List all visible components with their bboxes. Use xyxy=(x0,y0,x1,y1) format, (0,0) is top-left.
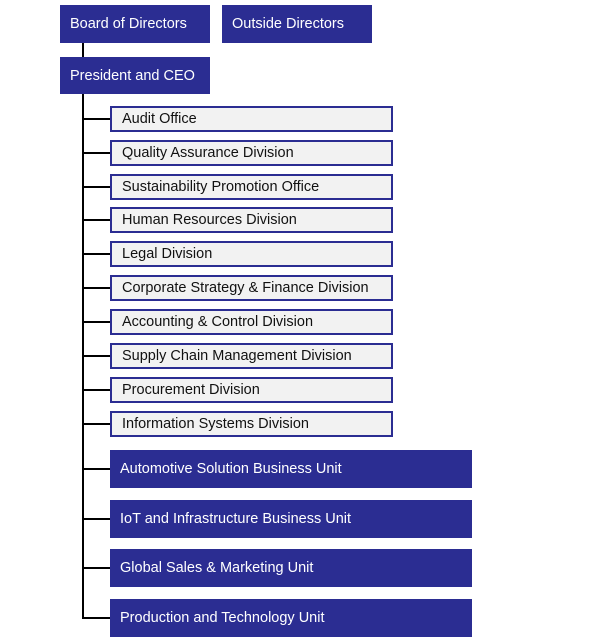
office-label: Accounting & Control Division xyxy=(122,314,314,330)
outside-directors-box xyxy=(222,5,372,43)
board-of-directors-box xyxy=(60,5,210,43)
branch-connector xyxy=(82,219,110,221)
office-label: Human Resources Division xyxy=(122,212,297,228)
office-box xyxy=(110,140,393,166)
office-box xyxy=(110,343,393,369)
office-box xyxy=(110,275,393,301)
branch-connector xyxy=(82,287,110,289)
branch-connector xyxy=(82,617,110,619)
business-unit-box xyxy=(110,599,472,637)
office-box xyxy=(110,377,393,403)
board-of-directors-label: Board of Directors xyxy=(70,16,187,32)
branch-connector xyxy=(82,468,110,470)
president-ceo-label: President and CEO xyxy=(70,67,195,84)
branch-connector xyxy=(82,152,110,154)
office-box xyxy=(110,309,393,335)
office-label: Legal Division xyxy=(122,246,213,262)
office-label: Corporate Strategy & Finance Division xyxy=(122,280,369,296)
office-box xyxy=(110,241,393,267)
branch-connector xyxy=(82,355,110,357)
office-label: Supply Chain Management Division xyxy=(122,348,352,364)
office-box xyxy=(110,207,393,233)
office-box xyxy=(110,174,393,200)
office-label: Information Systems Division xyxy=(122,416,309,432)
office-label: Audit Office xyxy=(122,111,197,127)
outside-directors-label: Outside Directors xyxy=(232,16,345,32)
business-unit-label: Production and Technology Unit xyxy=(120,610,325,626)
business-unit-label: Global Sales & Marketing Unit xyxy=(120,560,314,576)
president-ceo-box xyxy=(60,57,210,94)
office-box xyxy=(110,411,393,437)
business-unit-label: IoT and Infrastructure Business Unit xyxy=(120,511,352,527)
branch-connector xyxy=(82,118,110,120)
office-box xyxy=(110,106,393,132)
business-unit-label: Automotive Solution Business Unit xyxy=(120,461,342,477)
office-label: Quality Assurance Division xyxy=(122,145,294,161)
branch-connector xyxy=(82,518,110,520)
branch-connector xyxy=(82,186,110,188)
business-unit-box xyxy=(110,549,472,587)
branch-connector xyxy=(82,423,110,425)
branch-connector xyxy=(82,321,110,323)
office-label: Procurement Division xyxy=(122,382,260,398)
business-unit-box xyxy=(110,500,472,538)
branch-connector xyxy=(82,567,110,569)
business-unit-box xyxy=(110,450,472,488)
office-label: Sustainability Promotion Office xyxy=(122,179,320,195)
branch-connector xyxy=(82,389,110,391)
branch-connector xyxy=(82,253,110,255)
